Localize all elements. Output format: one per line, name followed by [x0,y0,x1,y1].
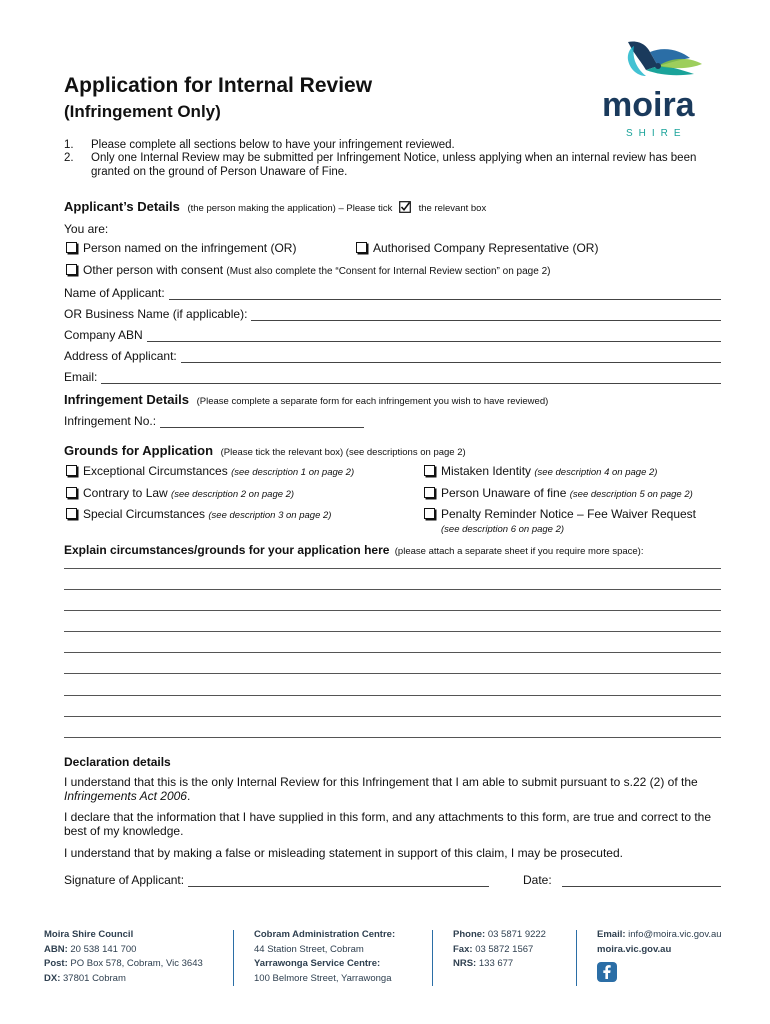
cobram-address: 44 Station Street, Cobram [254,943,364,955]
infringement-number-input[interactable] [160,417,364,428]
option-note: (Must also complete the “Consent for Internal Review section” on page 2) [226,266,551,277]
act-name: Infringements Act 2006 [64,789,187,803]
fax-label: Fax: [453,943,473,955]
website-link[interactable]: moira.vic.gov.au [597,943,672,955]
ground-label: Mistaken Identity [441,464,532,478]
checkbox-icon[interactable] [424,508,435,519]
declaration-paragraph-1 [64,775,729,803]
explain-line[interactable] [64,673,721,674]
signature-input[interactable] [188,876,489,887]
business-label: OR Business Name (if applicable): [64,307,248,321]
you-are-label: You are: [64,222,109,236]
applicant-note: (the person making the application) – Please tick [187,203,393,214]
infringement-heading: Infringement Details [64,392,189,407]
explain-line[interactable] [64,716,721,717]
ground-special[interactable] [66,507,331,521]
name-field[interactable] [64,286,721,300]
declaration-text-end: . [186,789,191,803]
instruction-number: 1. [64,139,74,151]
option-label: Person named on the infringement (OR) [83,241,297,255]
phone-label: Phone: [453,929,486,940]
yarrawonga-address: 100 Belmore Street, Yarrawonga [254,972,392,984]
signature-field[interactable] [64,873,489,887]
explain-line[interactable] [64,695,721,696]
declaration-text: I understand that this is the only Internal Review for this Infringement that I am able to submit pursuant to s.22 (2) of the [64,775,698,789]
logo-sub: SHIRE [626,128,687,139]
ground-desc: (see description 2 on page 2) [171,489,295,500]
email-footer-value[interactable]: info@moira.vic.gov.au [628,929,722,940]
dx-value: 37801 Cobram [63,972,126,984]
ground-contrary-law[interactable] [66,486,294,500]
abn-field[interactable] [64,328,721,342]
page-subtitle: (Infringement Only) [64,102,221,121]
fax-value: 03 5872 1567 [475,943,534,955]
ground-label: Contrary to Law [83,486,168,500]
explain-line[interactable] [64,568,721,569]
abn-footer-value: 20 538 141 700 [70,943,137,955]
signature-label: Signature of Applicant: [64,873,185,887]
instruction-text: Please complete all sections below to have your infringement reviewed. [91,139,455,151]
explain-line[interactable] [64,610,721,611]
applicant-heading: Applicant’s Details [64,199,180,214]
ground-desc: (see description 6 on page 2) [441,524,565,535]
ground-label: Person Unaware of fine [441,486,567,500]
explain-line[interactable] [64,589,721,590]
grounds-note: (Please tick the relevant box) (see descriptions on page 2) [220,447,466,458]
grounds-heading-row [64,443,466,458]
address-label: Address of Applicant: [64,349,177,363]
checkbox-icon[interactable] [66,465,77,476]
infringement-note: (Please complete a separate form for each infringement you wish to have reviewed) [196,396,549,407]
ground-label: Special Circumstances [83,507,206,521]
footer-council [44,928,203,986]
applicant-heading-row [64,199,486,214]
nrs-label: NRS: [453,958,477,969]
footer-contact [453,928,546,972]
ground-desc: (see description 3 on page 2) [208,510,332,521]
post-value: PO Box 578, Cobram, Vic 3643 [70,958,203,969]
explain-line[interactable] [64,737,721,738]
ground-desc: (see description 4 on page 2) [534,467,658,478]
checked-box-icon [399,201,411,213]
facebook-icon[interactable] [597,962,617,982]
ground-exceptional[interactable] [66,464,354,478]
option-label: Other person with consent [83,263,224,277]
instruction-text: Only one Internal Review may be submitted per Infringement Notice, unless applying when an internal review has been granted on the ground of Person Unaware of Fine. [91,152,697,178]
ground-desc: (see description 5 on page 2) [569,489,693,500]
checkbox-icon[interactable] [424,487,435,498]
email-footer-label: Email: [597,929,626,940]
business-input[interactable] [251,310,721,321]
checkbox-icon[interactable] [66,487,77,498]
instruction-2 [64,151,724,179]
email-label: Email: [64,370,98,384]
option-other-person[interactable] [66,263,550,277]
footer-centres [254,928,395,986]
infringement-number-field[interactable] [64,414,364,428]
phone-value: 03 5871 9222 [487,929,546,940]
explain-line[interactable] [64,631,721,632]
date-label: Date: [523,873,552,887]
explain-note: (please attach a separate sheet if you require more space): [394,546,644,557]
applicant-note-end: the relevant box [418,203,487,214]
checkbox-icon[interactable] [66,242,77,253]
date-input[interactable] [562,876,721,887]
name-label: Name of Applicant: [64,286,165,300]
name-input[interactable] [169,289,721,300]
address-input[interactable] [181,352,721,363]
footer-online [597,928,722,957]
ground-unaware-of-fine[interactable] [424,486,693,500]
grounds-heading: Grounds for Application [64,443,214,458]
option-label: Authorised Company Representative (OR) [373,241,599,255]
footer-divider [576,930,577,986]
declaration-heading: Declaration details [64,755,171,769]
footer-divider [233,930,234,986]
declaration-paragraph-3: I understand that by making a false or misleading statement in support of this claim, I may be prosecuted. [64,846,623,860]
ground-label: Exceptional Circumstances [83,464,228,478]
business-field[interactable] [64,307,721,321]
infringement-number-label: Infringement No.: [64,414,157,428]
checkbox-icon[interactable] [66,264,77,275]
footer-divider [432,930,433,986]
checkbox-icon[interactable] [356,242,367,253]
dx-label: DX: [44,972,61,984]
email-field[interactable] [64,370,721,384]
email-input[interactable] [101,373,721,384]
page-title: Application for Internal Review [64,74,373,97]
explain-line[interactable] [64,652,721,653]
date-field[interactable] [523,873,721,887]
option-company-rep[interactable] [356,241,598,255]
abn-footer-label: ABN: [44,943,68,955]
instruction-number: 2. [64,152,74,164]
ground-fee-waiver[interactable] [424,507,696,521]
address-field[interactable] [64,349,721,363]
nrs-value: 133 677 [478,958,514,969]
cobram-label: Cobram Administration Centre: [254,929,396,940]
checkbox-icon[interactable] [66,508,77,519]
declaration-paragraph-2: I declare that the information that I have supplied in this form, and any attachments to this form, are true and correct to the best of my knowledge. [64,810,712,838]
instruction-1 [64,138,724,152]
infringement-heading-row [64,392,548,407]
option-person-named[interactable] [66,241,296,255]
explain-heading: Explain circumstances/grounds for your application here [64,543,390,557]
ground-desc: (see description 1 on page 2) [231,467,355,478]
ground-mistaken-identity[interactable] [424,464,657,478]
abn-input[interactable] [147,331,721,342]
footer-org: Moira Shire Council [44,929,134,940]
post-label: Post: [44,958,68,969]
logo-wordmark: moira [602,86,695,124]
yarrawonga-label: Yarrawonga Service Centre: [254,958,381,969]
checkbox-icon[interactable] [424,465,435,476]
moira-shire-logo [598,36,720,144]
explain-heading-row [64,543,644,557]
ground-label: Penalty Reminder Notice – Fee Waiver Request [441,507,696,521]
abn-label: Company ABN [64,328,143,342]
